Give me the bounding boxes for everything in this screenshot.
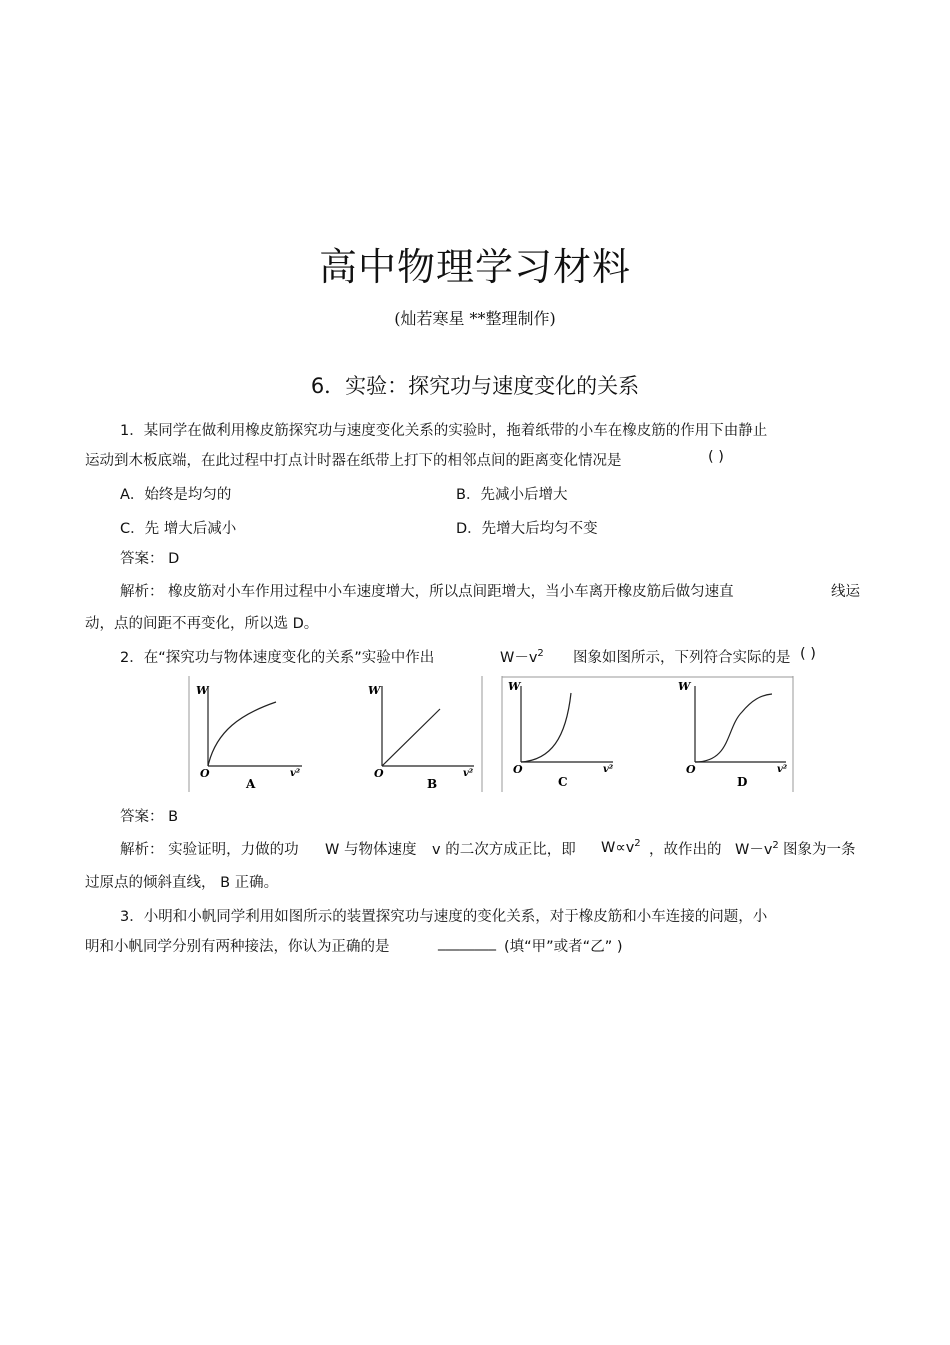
q1-option-c: C．先 增大后减小: [120, 521, 237, 537]
q2-analysis-formula1: $W\propto v^2$: [601, 838, 641, 856]
q1-analysis-line1: 解析： 橡皮筋对小车作用过程中小车速度增大，所以点间距增大，当小车离开橡皮筋后做匀速直: [120, 584, 734, 600]
q2-analysis-line2: 过原点的倾斜直线， B 正确。: [85, 875, 279, 891]
page-subtitle: (灿若寒星 **整理制作): [394, 309, 556, 328]
graph-b-origin: O: [374, 767, 384, 780]
q2-analysis-sup2: 2: [772, 840, 779, 852]
graph-d-x-label: v²: [777, 764, 788, 775]
graph-c: [508, 680, 614, 789]
q2-analysis-part7: 图象为一条: [783, 842, 856, 858]
graph-a: [196, 684, 302, 791]
q2-graphs-svg: [186, 676, 796, 794]
graph-d-y-label: W: [678, 680, 691, 693]
q3-answer-blank: ________: [438, 935, 496, 951]
q1-option-b: B．先减小后增大: [456, 487, 568, 503]
graph-d-curve: [695, 694, 772, 762]
q2-graph-figure: [186, 676, 796, 798]
graph-d-origin: O: [686, 763, 696, 776]
q2-stem-part2: 图象如图所示，下列符合实际的是: [573, 650, 791, 666]
q1-answer-bracket: ( ): [708, 449, 724, 465]
graph-b-x-label: v²: [463, 768, 474, 779]
q1-option-d: D．先增大后均匀不变: [456, 521, 598, 537]
graph-d: [678, 680, 788, 789]
q2-analysis-part3: v 的二次方成正比，即: [432, 842, 576, 858]
section-heading: 6．实验：探究功与速度变化的关系: [310, 374, 640, 398]
graph-a-x-label: v²: [290, 768, 301, 779]
q2-analysis-part2: W 与物体速度: [325, 842, 417, 858]
q2-analysis-part1: 解析： 实验证明，力做的功: [120, 842, 299, 858]
q2-analysis-part5: ，故作出的: [649, 842, 722, 858]
q2-stem-formula: $W-v^2$: [500, 648, 544, 666]
q1-answer: 答案： D: [120, 551, 180, 567]
graph-b: [368, 684, 474, 791]
graph-b-caption: B: [427, 777, 438, 791]
q2-stem-part1: 2．在“探究功与物体速度变化的关系”实验中作出: [120, 650, 435, 666]
graph-c-origin: O: [513, 763, 523, 776]
graph-c-curve: [521, 693, 571, 762]
graph-c-y-label: W: [508, 680, 521, 693]
graph-c-x-label: v²: [603, 764, 614, 775]
graph-a-curve: [208, 702, 276, 766]
graph-a-caption: A: [246, 777, 256, 791]
graph-a-y-label: W: [196, 684, 209, 697]
q2-stem-superscript: 2: [537, 648, 544, 660]
q1-analysis-tail: 线运: [831, 584, 860, 600]
q1-analysis-line2: 动，点的间距不再变化，所以选 D。: [85, 616, 319, 632]
graph-d-caption: D: [737, 775, 748, 789]
q1-option-a: A．始终是均匀的: [120, 487, 232, 503]
graph-a-origin: O: [200, 767, 210, 780]
q3-stem-line2-part2: (填“甲”或者“乙” ): [504, 939, 623, 955]
q1-stem-line1: 1．某同学在做利用橡皮筋探究功与速度变化关系的实验时，拖着纸带的小车在橡皮筋的作用下由静止: [120, 423, 768, 439]
graph-b-y-label: W: [368, 684, 381, 697]
page-title: 高中物理学习材料: [318, 245, 631, 289]
q3-stem-line2-part1: 明和小帆同学分别有两种接法，你认为正确的是: [85, 939, 390, 955]
q2-analysis-sup1: 2: [634, 838, 641, 849]
q2-answer-bracket: ( ): [800, 646, 816, 662]
graph-c-caption: C: [558, 775, 568, 789]
q3-stem-line1: 3．小明和小帆同学利用如图所示的装置探究功与速度的变化关系，对于橡皮筋和小车连接的问题，小: [120, 909, 768, 925]
q2-analysis-formula2: $W-v^2$: [735, 840, 779, 858]
q2-answer: 答案： B: [120, 809, 179, 825]
graph-b-line: [382, 709, 440, 766]
q1-stem-line2: 运动到木板底端，在此过程中打点计时器在纸带上打下的相邻点间的距离变化情况是: [85, 453, 622, 469]
